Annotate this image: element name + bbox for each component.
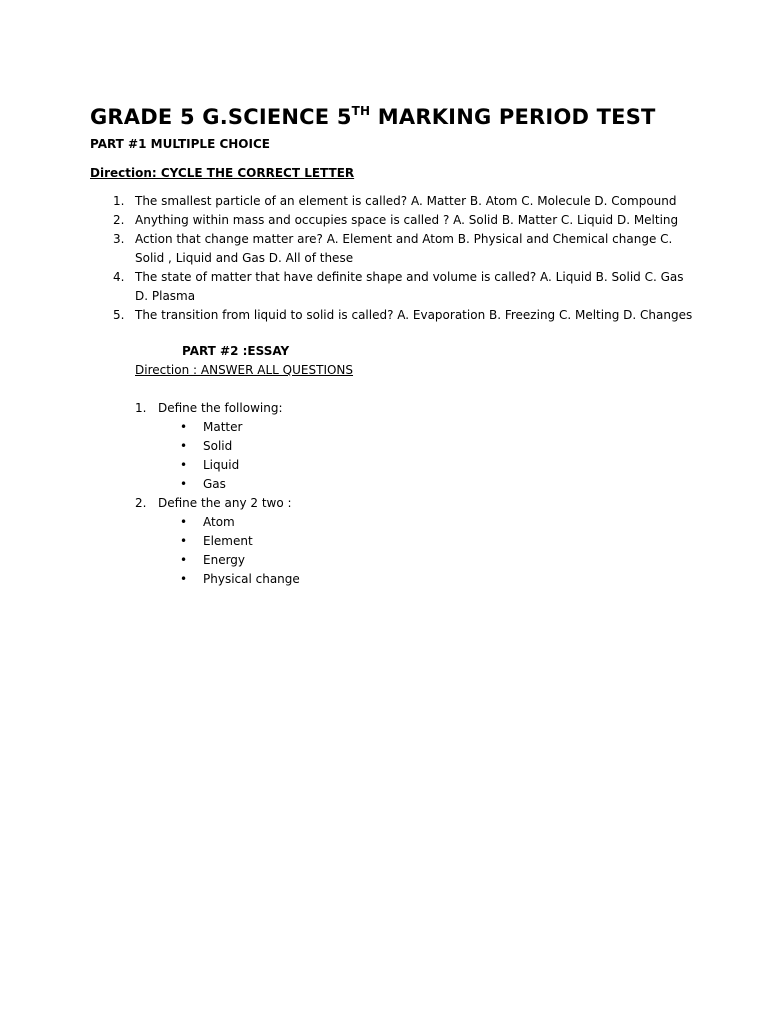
- term-list: [158, 418, 300, 494]
- bullet-icon: •: [180, 572, 188, 586]
- question-text: The transition from liquid to solid is called? A. Evaporation B. Freezing C. Melting D. Changes: [135, 308, 693, 322]
- term-item: [158, 570, 300, 589]
- mc-question: [90, 306, 695, 325]
- mc-question: [90, 211, 695, 230]
- title-superscript: TH: [351, 104, 371, 118]
- mc-question: [90, 192, 695, 211]
- question-number: 1.: [135, 401, 147, 415]
- part2-direction: Direction : ANSWER ALL QUESTIONS: [135, 363, 354, 377]
- term-item: [158, 551, 300, 570]
- term-item: [158, 418, 300, 437]
- part2-heading: PART #2 :ESSAY: [182, 344, 290, 358]
- question-number: 2.: [113, 213, 125, 227]
- mc-question: [90, 268, 695, 306]
- question-text: Define the any 2 two :: [158, 496, 292, 510]
- term-text: Gas: [203, 477, 226, 491]
- bullet-icon: •: [180, 458, 188, 472]
- multiple-choice-list: [90, 192, 695, 325]
- bullet-icon: •: [180, 439, 188, 453]
- term-item: [158, 456, 300, 475]
- question-number: 4.: [113, 270, 125, 284]
- term-list: [158, 513, 300, 589]
- term-text: Atom: [203, 515, 235, 529]
- bullet-icon: •: [180, 477, 188, 491]
- part1-heading: PART #1 MULTIPLE CHOICE: [90, 137, 270, 151]
- term-text: Solid: [203, 439, 233, 453]
- mc-question: [90, 230, 695, 268]
- essay-list: [135, 399, 300, 589]
- bullet-icon: •: [180, 420, 188, 434]
- question-text: Define the following:: [158, 401, 283, 415]
- term-text: Element: [203, 534, 253, 548]
- question-text: The state of matter that have definite shape and volume is called? A. Liquid B. Solid C. Gas D. Plasma: [135, 270, 684, 303]
- bullet-icon: •: [180, 534, 188, 548]
- term-text: Liquid: [203, 458, 240, 472]
- term-item: [158, 437, 300, 456]
- term-text: Physical change: [203, 572, 300, 586]
- question-number: 2.: [135, 496, 147, 510]
- question-number: 5.: [113, 308, 125, 322]
- title-rest: MARKING PERIOD TEST: [370, 105, 656, 129]
- test-title: [90, 105, 656, 129]
- essay-question: [135, 399, 300, 494]
- question-number: 3.: [113, 232, 125, 246]
- term-item: [158, 475, 300, 494]
- part1-direction: Direction: CYCLE THE CORRECT LETTER: [90, 166, 355, 180]
- question-number: 1.: [113, 194, 125, 208]
- term-text: Matter: [203, 420, 243, 434]
- question-text: Anything within mass and occupies space is called ? A. Solid B. Matter C. Liquid D. Melting: [135, 213, 679, 227]
- question-text: Action that change matter are? A. Element and Atom B. Physical and Chemical change C. Solid , Liquid and Gas D. All of these: [135, 232, 673, 265]
- question-text: The smallest particle of an element is called? A. Matter B. Atom C. Molecule D. Compound: [135, 194, 677, 208]
- term-item: [158, 532, 300, 551]
- bullet-icon: •: [180, 553, 188, 567]
- bullet-icon: •: [180, 515, 188, 529]
- essay-question: [135, 494, 300, 589]
- term-text: Energy: [203, 553, 246, 567]
- title-main: GRADE 5 G.SCIENCE 5: [90, 105, 352, 129]
- term-item: [158, 513, 300, 532]
